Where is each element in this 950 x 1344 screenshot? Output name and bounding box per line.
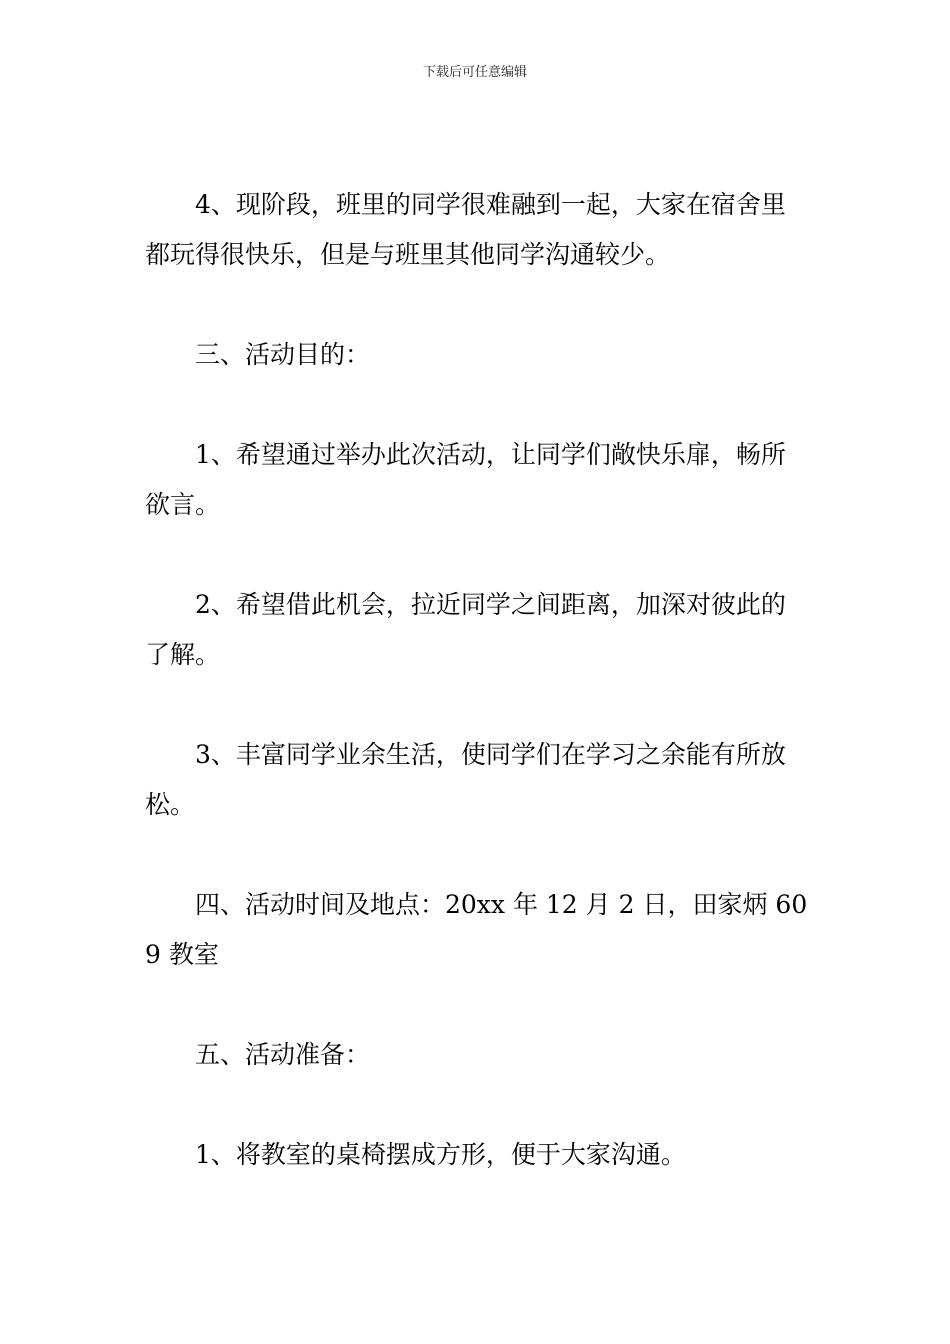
section-heading-purpose: 三、活动目的： (195, 340, 371, 369)
section-heading-time-place: 四、活动时间及地点：20xx 年 12 月 2 日，田家炳 609 教室 (145, 890, 808, 969)
document-body (145, 180, 810, 1230)
paragraph-purpose-1: 1、希望通过举办此次活动，让同学们敞快乐扉，畅所欲言。 (145, 440, 786, 519)
page-header: 下载后可任意编辑 (422, 65, 527, 80)
section-heading-preparation: 五、活动准备： (195, 1040, 371, 1069)
paragraph-item-4-situation: 4、现阶段，班里的同学很难融到一起，大家在宿舍里都玩得很快乐，但是与班里其他同学沟通较少。 (145, 190, 786, 269)
paragraph-preparation-1: 1、将教室的桌椅摆成方形，便于大家沟通。 (195, 1140, 686, 1169)
paragraph-purpose-3: 3、丰富同学业余生活，使同学们在学习之余能有所放松。 (145, 740, 786, 819)
paragraph-purpose-2: 2、希望借此机会，拉近同学之间距离，加深对彼此的了解。 (145, 590, 786, 669)
